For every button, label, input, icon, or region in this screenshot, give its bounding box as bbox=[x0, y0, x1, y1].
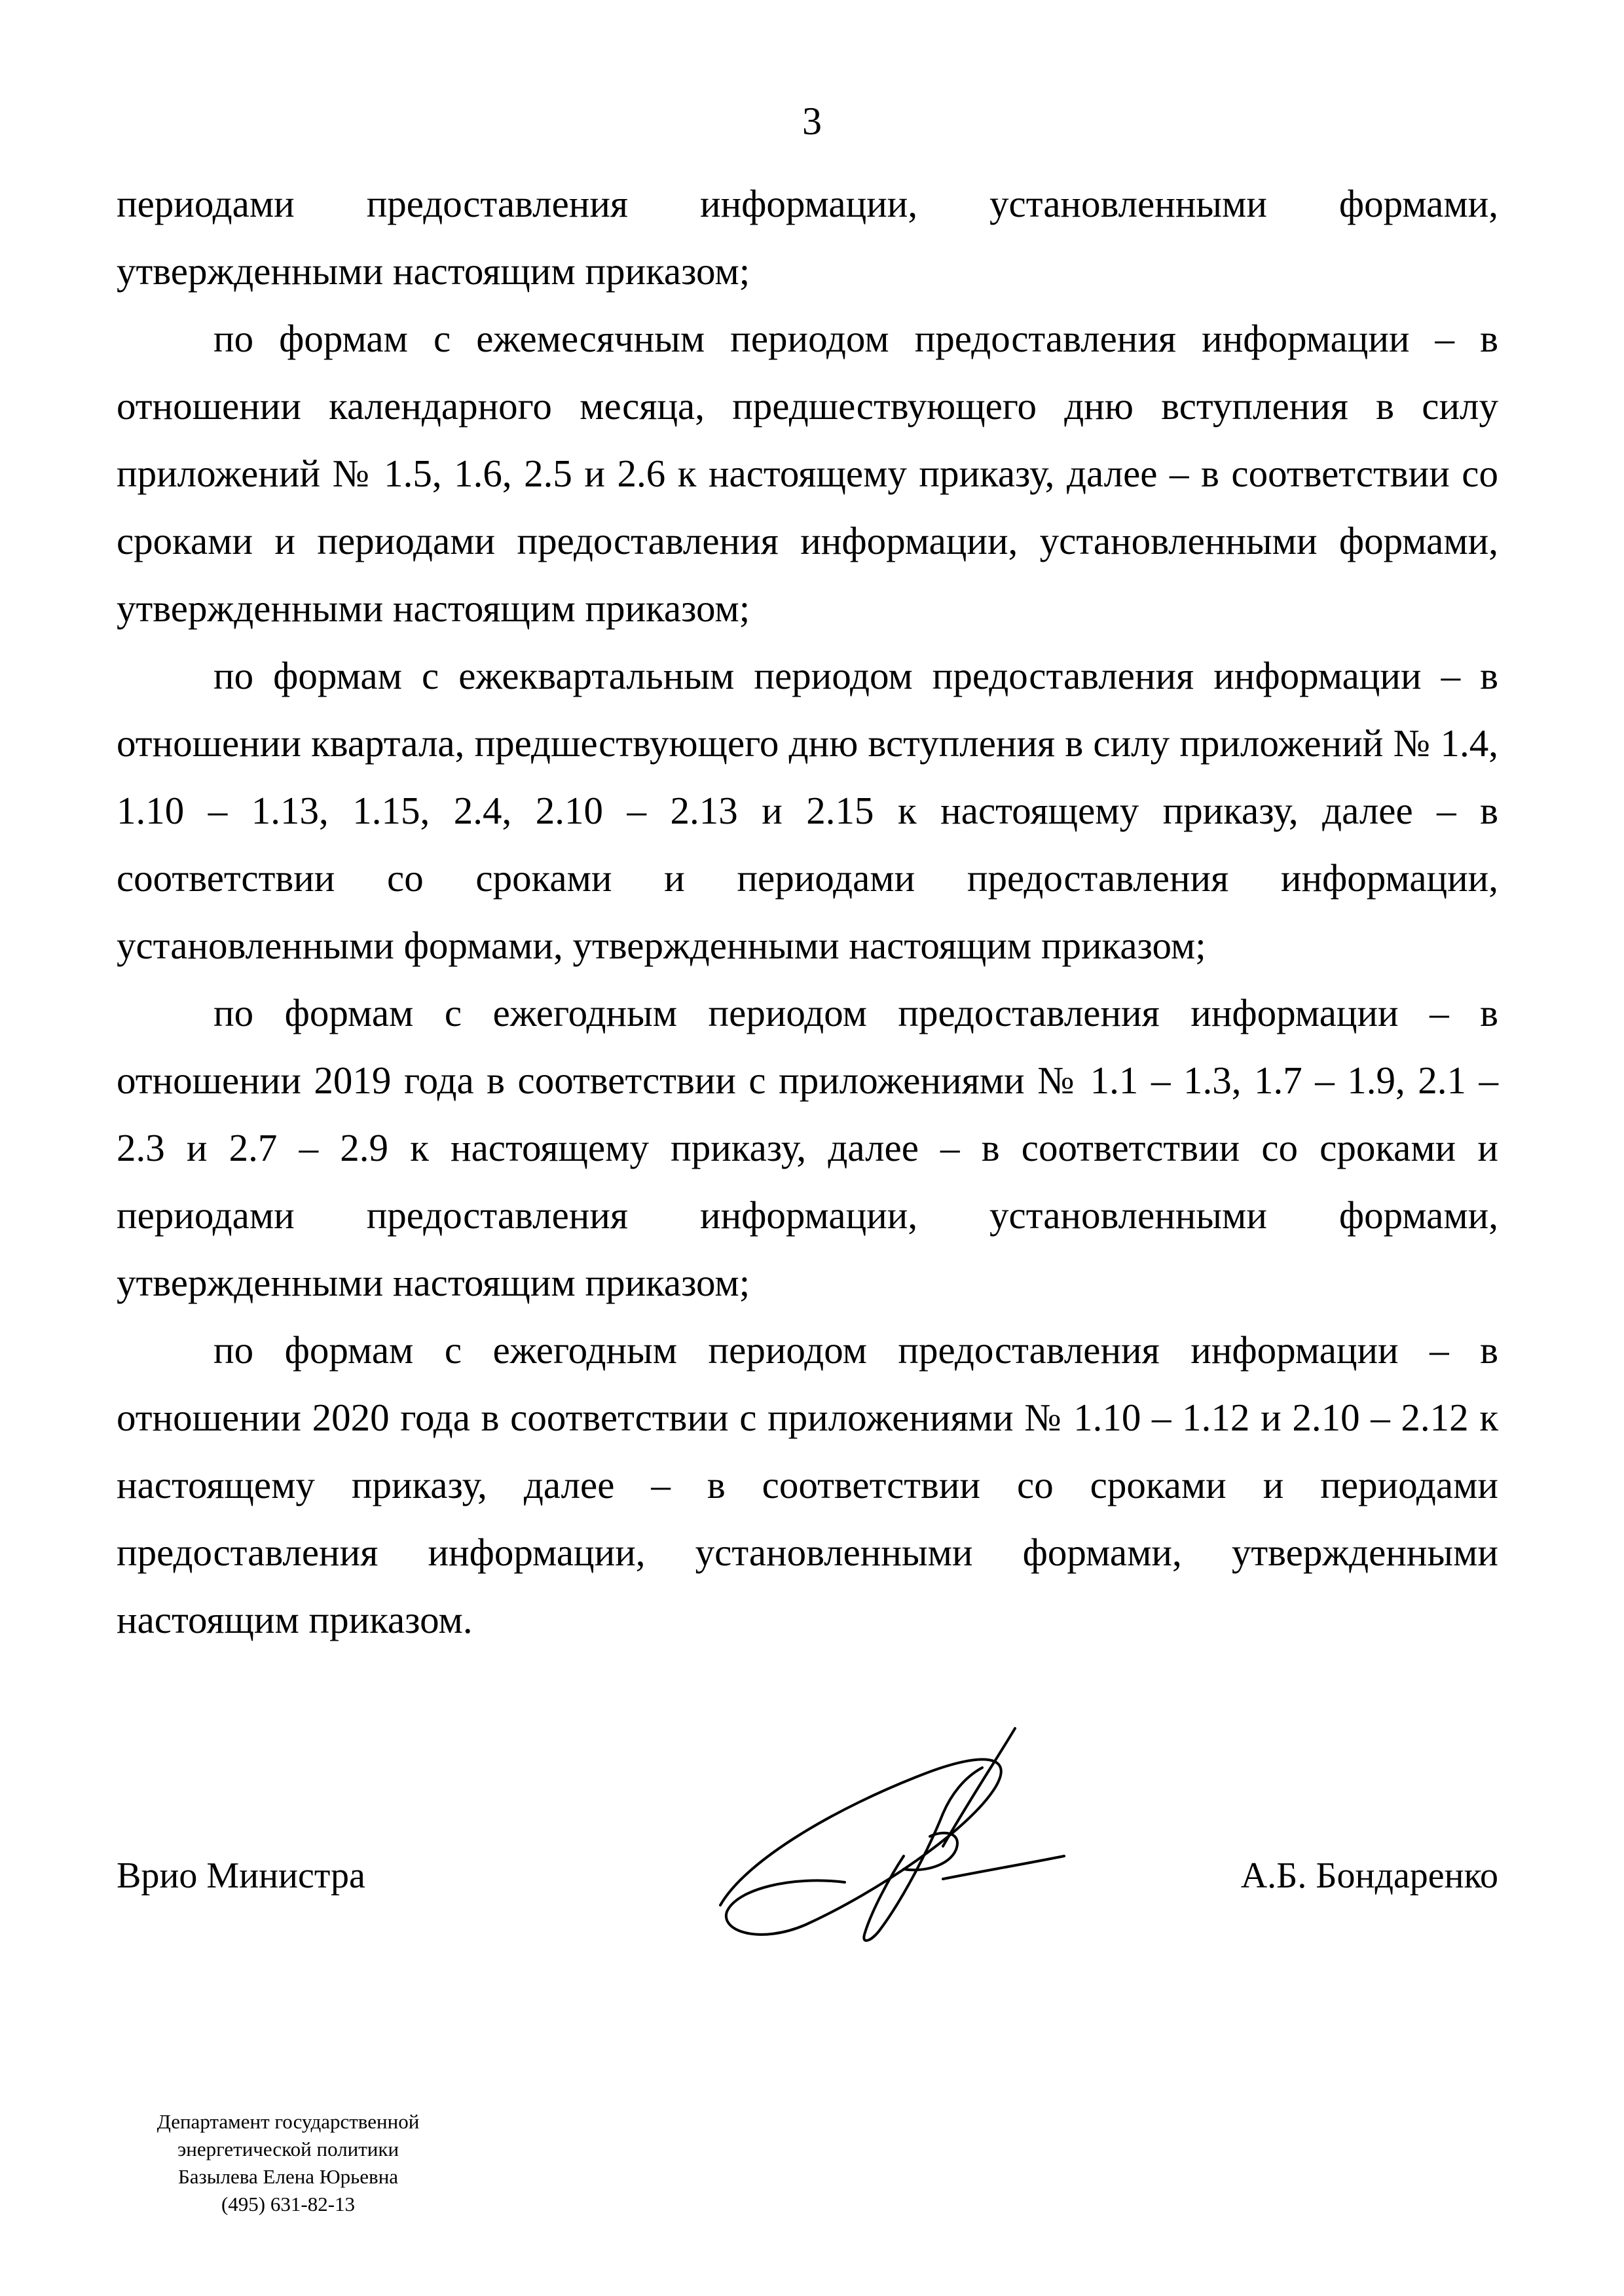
document-body bbox=[117, 170, 1498, 1654]
executor-phone: (495) 631-82-13 bbox=[221, 2193, 356, 2215]
paragraph-annual-forms-2019: по формам с ежегодным периодом предоставления информации – в отношении 2019 года в соответствии с приложениями № 1.1 – 1.3, 1.7 – 1.9, 2.1 – 2.3 и 2.7 – 2.9 к настоящему приказу, далее – в соответствии со сроками и периодами предоставления информации, установленными формами, утвержденными настоящим приказом; bbox=[117, 991, 1498, 1304]
signatory-name: А.Б. Бондаренко bbox=[1240, 1855, 1498, 1896]
paragraph-continuation: периодами предоставления информации, установленными формами, утвержденными настоящим приказом; bbox=[117, 182, 1498, 293]
page-number: 3 bbox=[802, 100, 822, 143]
executor-department-line-2: энергетической политики bbox=[177, 2138, 399, 2160]
paragraph-annual-forms-2020: по формам с ежегодным периодом предоставления информации – в отношении 2020 года в соответствии с приложениями № 1.10 – 1.12 и 2.10 – 2.12 к настоящему приказу, далее – в соответствии со сроками и периодами предоставления информации, установленными формами, утвержденными настоящим приказом. bbox=[117, 1328, 1498, 1641]
executor-name: Базылева Елена Юрьевна bbox=[177, 2165, 399, 2188]
executor-info bbox=[105, 2108, 471, 2218]
handwritten-signature bbox=[707, 1715, 1074, 1964]
signature-block bbox=[117, 1846, 1498, 1925]
paragraph-quarterly-forms: по формам с ежеквартальным периодом предоставления информации – в отношении квартала, предшествующего дню вступления в силу приложений № 1.4, 1.10 – 1.13, 1.15, 2.4, 2.10 – 2.13 и 2.15 к настоящему приказу, далее – в соответствии со сроками и периодами предоставления информации, установленными формами, утвержденными настоящим приказом; bbox=[117, 654, 1498, 967]
paragraph-monthly-forms: по формам с ежемесячным периодом предоставления информации – в отношении календарного месяца, предшествующего дню вступления в силу приложений № 1.5, 1.6, 2.5 и 2.6 к настоящему приказу, далее – в соответствии со сроками и периодами предоставления информации, установленными формами, утвержденными настоящим приказом; bbox=[117, 317, 1498, 630]
executor-department-line-1: Департамент государственной bbox=[157, 2110, 420, 2133]
signatory-position: Врио Министра bbox=[117, 1855, 365, 1896]
